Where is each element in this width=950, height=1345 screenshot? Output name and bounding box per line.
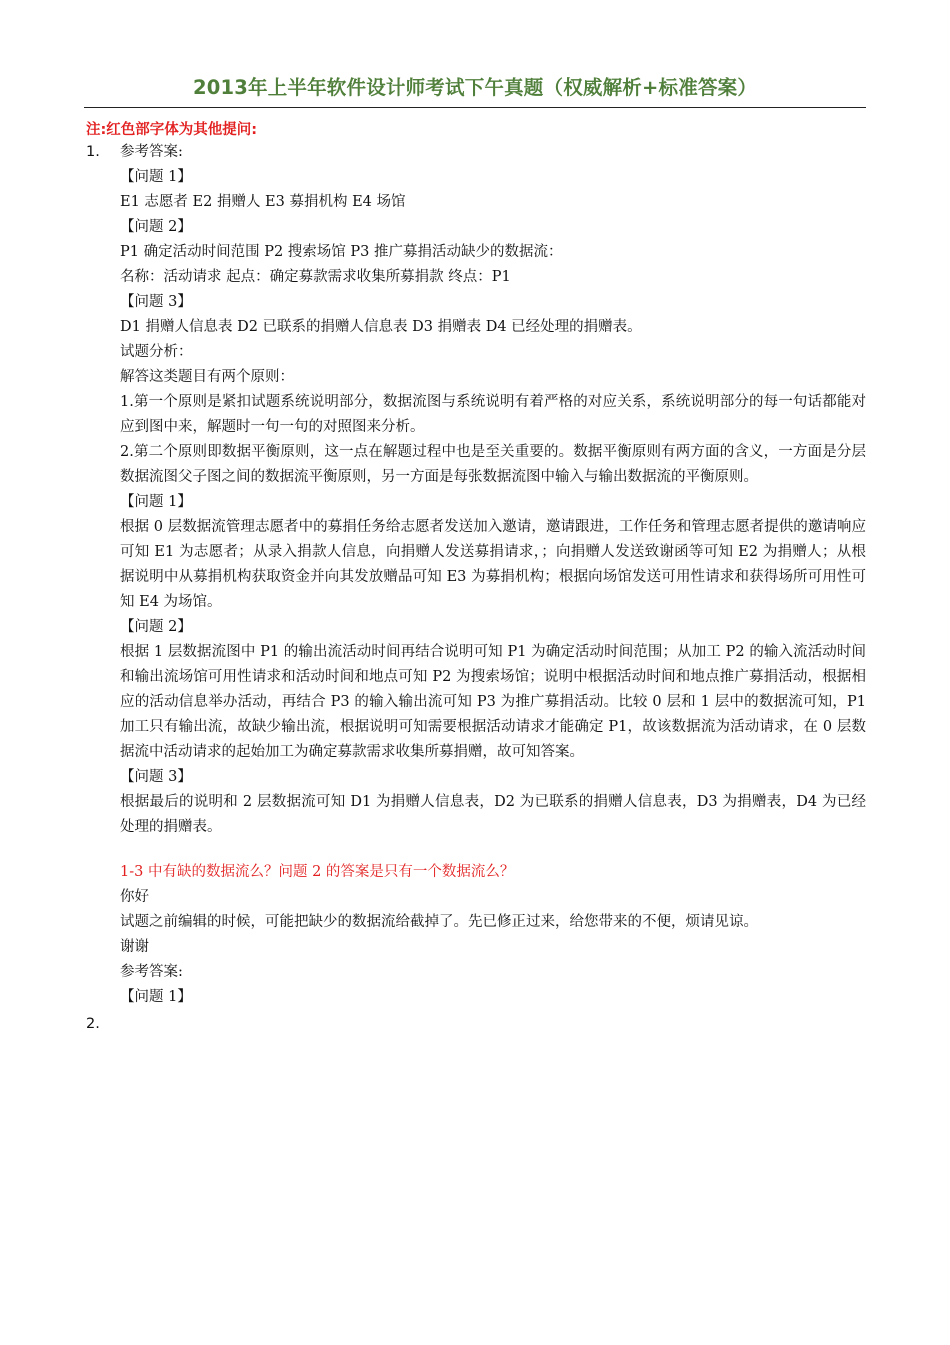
paragraph-gap <box>120 840 866 860</box>
question-1-number: 1. <box>86 144 100 160</box>
q1-problem2-answer-b: 名称：活动请求 起点：确定募款需求收集所募捐款 终点：P1 <box>120 269 511 285</box>
red-note: 注:红色部字体为其他提问: <box>86 122 258 138</box>
analysis-problem1-label: 【问题 1】 <box>120 494 192 510</box>
q1-problem2-label: 【问题 2】 <box>120 219 192 235</box>
analysis-label: 试题分析： <box>120 344 193 360</box>
analysis-problem2-label: 【问题 2】 <box>120 619 192 635</box>
document-body <box>120 140 866 1010</box>
reply-greeting: 你好 <box>120 889 149 905</box>
analysis-problem3-text: 根据最后的说明和 2 层数据流可知 D1 为捐赠人信息表，D2 为已联系的捐赠人信息表，D3 为捐赠表，D4 为已经处理的捐赠表。 <box>120 794 866 835</box>
reply-text: 试题之前编辑的时候，可能把缺少的数据流给截掉了。先已修正过来，给您带来的不便，烦请见谅。 <box>120 914 758 930</box>
reply-thanks: 谢谢 <box>120 939 149 955</box>
analysis-intro: 解答这类题目有两个原则： <box>120 369 294 385</box>
title-divider <box>84 107 866 108</box>
q1-problem1-label: 【问题 1】 <box>120 169 192 185</box>
q2-answer-label: 参考答案: <box>120 964 183 980</box>
analysis-problem2-text: 根据 1 层数据流图中 P1 的输出流活动时间再结合说明可知 P1 为确定活动时间范围；从加工 P2 的输入流活动时间和输出流场馆可用性请求和活动时间和地点可知 P2 为搜索场馆；说明中根据活动时间和地点推广募捐活动，根据相应的活动信息举办活动，再结合 P3 的输入输出流可知 P3 为推广募捐活动。比较 0 层和 1 层中的数据流可知，P1 加工只有输出流，故缺少输出流，根据说明可知需要根据活动请求才能确定 P1，故该数据流为活动请求，在 0 层数据流中活动请求的起始加工为确定募款需求收集所募捐赠，故可知答案。 <box>120 644 866 760</box>
question-2-number: 2. <box>86 1016 100 1032</box>
principle-2: 2.第二个原则即数据平衡原则，这一点在解题过程中也是至关重要的。数据平衡原则有两方面的含义，一方面是分层数据流图父子图之间的数据流平衡原则，另一方面是每张数据流图中输入与输出数据流的平衡原则。 <box>120 444 866 485</box>
q1-problem1-answer: E1 志愿者 E2 捐赠人 E3 募捐机构 E4 场馆 <box>120 194 406 210</box>
analysis-problem1-text: 根据 0 层数据流管理志愿者中的募捐任务给志愿者发送加入邀请，邀请跟进，工作任务和管理志愿者提供的邀请响应可知 E1 为志愿者；从录入捐款人信息，向捐赠人发送募捐请求，；向捐赠人发送致谢函等可知 E2 为捐赠人；从根据说明中从募捐机构获取资金并向其发放赠品可知 E3 为募捐机构；根据向场馆发送可用性请求和获得场所可用性可知 E4 为场馆。 <box>120 519 866 610</box>
q1-answer-label: 参考答案: <box>120 144 183 160</box>
q1-problem3-answer: D1 捐赠人信息表 D2 已联系的捐赠人信息表 D3 捐赠表 D4 已经处理的捐赠表。 <box>120 319 642 335</box>
principle-1: 1.第一个原则是紧扣试题系统说明部分，数据流图与系统说明有着严格的对应关系，系统说明部分的每一句话都能对应到图中来，解题时一句一句的对照图来分析。 <box>120 394 866 435</box>
q1-problem3-label: 【问题 3】 <box>120 294 192 310</box>
followup-question: 1-3 中有缺的数据流么？问题 2 的答案是只有一个数据流么？ <box>120 864 515 880</box>
q2-problem1-label: 【问题 1】 <box>120 989 192 1005</box>
analysis-problem3-label: 【问题 3】 <box>120 769 192 785</box>
q1-problem2-answer-a: P1 确定活动时间范围 P2 搜索场馆 P3 推广募捐活动缺少的数据流： <box>120 244 563 260</box>
document-title: 2013年上半年软件设计师考试下午真题（权威解析+标准答案） <box>192 76 758 99</box>
